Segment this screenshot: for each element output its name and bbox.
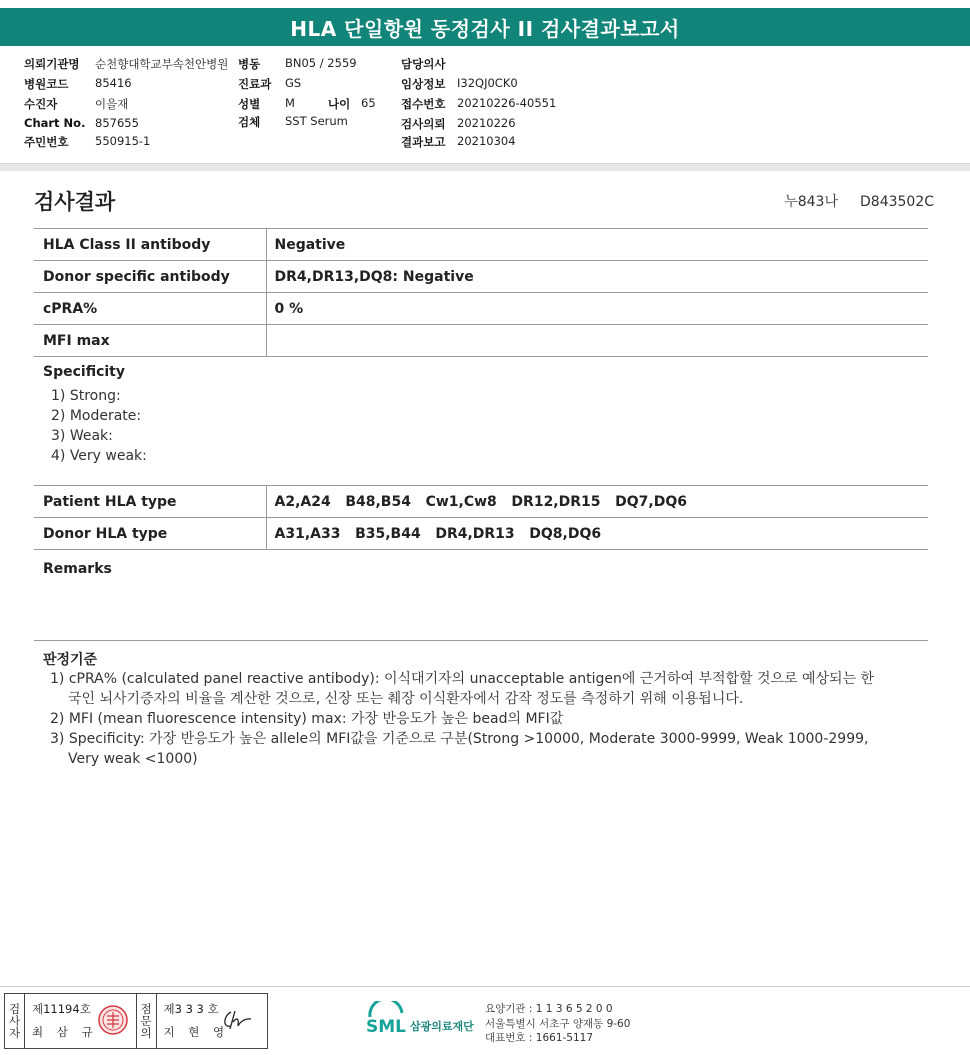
report-title: HLA 단일항원 동정검사 II 검사결과보고서 bbox=[290, 16, 680, 41]
receipt-label: 접수번호 bbox=[401, 97, 446, 111]
report-title-bar bbox=[0, 8, 970, 46]
row-label: Donor HLA type bbox=[34, 518, 266, 550]
row-label: MFI max bbox=[34, 325, 266, 357]
lab-address: 서울특별시 서초구 양재동 9-60 bbox=[485, 1017, 631, 1030]
result-title: 검사결과 bbox=[34, 190, 116, 214]
row-label: Patient HLA type bbox=[34, 486, 266, 518]
row-label: cPRA% bbox=[34, 293, 266, 325]
inspector-cell bbox=[25, 994, 137, 1048]
list-item: 4) Very weak: bbox=[51, 448, 147, 464]
reviewer-name: 지 현 영 bbox=[163, 1025, 230, 1039]
reviewer-license: 제3 3 3 호 bbox=[163, 1002, 219, 1016]
inspector-label-char: 검 bbox=[8, 1002, 21, 1016]
chart-no-value: 857655 bbox=[95, 116, 139, 130]
footer-divider bbox=[0, 986, 970, 987]
reviewer-label-char: 점 bbox=[140, 1002, 152, 1016]
table-row bbox=[34, 518, 928, 550]
result-code-1: 누843나 bbox=[784, 194, 838, 210]
row-value: DR4,DR13,DQ8: Negative bbox=[266, 261, 928, 293]
list-item: 3) Specificity: 가장 반응도가 높은 allele의 MFI값을 기준으로 구분(Strong >10000, Moderate 3000-9999, Weak 1000-2999, Very weak <1000) bbox=[50, 731, 869, 767]
row-value bbox=[266, 325, 928, 357]
reviewer-cell bbox=[157, 994, 268, 1048]
list-item: 3) Weak: bbox=[51, 428, 113, 444]
inspector-label bbox=[5, 994, 25, 1048]
reviewer-label-char: 문 bbox=[140, 1014, 152, 1028]
org-label: 의뢰기관명 bbox=[24, 57, 80, 71]
request-value: 20210226 bbox=[457, 116, 516, 130]
row-value: 0 % bbox=[266, 293, 928, 325]
patient-label: 수진자 bbox=[24, 97, 58, 111]
specimen-value: SST Serum bbox=[285, 114, 348, 128]
section-separator bbox=[0, 163, 970, 171]
divider bbox=[34, 640, 928, 641]
age-label: 나이 bbox=[328, 97, 351, 111]
clinical-value: I32QJ0CK0 bbox=[457, 76, 518, 90]
hosp-code-value: 85416 bbox=[95, 76, 132, 90]
specificity-list bbox=[51, 386, 147, 466]
lab-phone: 대표번호 : 1661-5117 bbox=[485, 1032, 594, 1044]
ward-value: BN05 / 2559 bbox=[285, 56, 357, 70]
row-value: A2,A24 B48,B54 Cw1,Cw8 DR12,DR15 DQ7,DQ6 bbox=[266, 486, 928, 518]
list-item: 1) Strong: bbox=[51, 388, 121, 404]
ward-label: 병동 bbox=[238, 57, 261, 71]
patient-info bbox=[24, 56, 954, 156]
id-no-value: 550915-1 bbox=[95, 134, 151, 148]
age-value: 65 bbox=[361, 96, 376, 110]
result-code-2: D843502C bbox=[860, 194, 934, 210]
inspector-name: 최 삼 규 bbox=[32, 1025, 98, 1039]
patient-value: 이을재 bbox=[95, 97, 129, 111]
hla-type-table bbox=[34, 485, 928, 550]
table-row bbox=[34, 325, 928, 357]
org-value: 순천향대학교부속천안병원 bbox=[95, 57, 229, 71]
sex-value: M bbox=[285, 96, 295, 110]
clinical-label: 임상정보 bbox=[401, 77, 446, 91]
antibody-result-table bbox=[34, 228, 928, 357]
chart-no-label: Chart No. bbox=[24, 116, 86, 130]
table-row bbox=[34, 229, 928, 261]
row-value: Negative bbox=[266, 229, 928, 261]
signature-icon bbox=[221, 1008, 257, 1032]
remarks-label: Remarks bbox=[43, 561, 112, 577]
reviewer-label bbox=[137, 994, 157, 1048]
signature-box bbox=[4, 993, 268, 1049]
table-row bbox=[34, 261, 928, 293]
id-no-label: 주민번호 bbox=[24, 135, 69, 149]
row-value: A31,A33 B35,B44 DR4,DR13 DQ8,DQ6 bbox=[266, 518, 928, 550]
foundation-name: 삼광의료재단 bbox=[410, 1020, 474, 1033]
table-row bbox=[34, 486, 928, 518]
dept-value: GS bbox=[285, 76, 302, 90]
report-date-label: 결과보고 bbox=[401, 135, 446, 149]
svg-text:SML: SML bbox=[366, 1017, 406, 1037]
table-row bbox=[34, 293, 928, 325]
criteria-list bbox=[50, 669, 880, 769]
specimen-label: 검체 bbox=[238, 115, 261, 129]
inspector-label-char: 사 bbox=[8, 1014, 21, 1028]
list-item: 1) cPRA% (calculated panel reactive antibody): 이식대기자의 unacceptable antigen에 근거하여 부적합할 것으로 예상되는 한국인 뇌사기증자의 비율을 계산한 것으로, 신장 또는 췌장 이식환자에서 감작 정도를 측정하기 위해 이용됩니다. bbox=[50, 671, 875, 707]
lab-contact-info bbox=[485, 1002, 630, 1046]
row-label: HLA Class II antibody bbox=[34, 229, 266, 261]
list-item: 2) MFI (mean fluorescence intensity) max: 가장 반응도가 높은 bead의 MFI값 bbox=[50, 711, 564, 727]
care-institution-no: 요양기관 : 1 1 3 6 5 2 0 0 bbox=[485, 1003, 613, 1015]
criteria-title: 판정기준 bbox=[43, 652, 98, 668]
receipt-value: 20210226-40551 bbox=[457, 96, 557, 110]
inspector-license: 제11194호 bbox=[32, 1002, 91, 1016]
specificity-title: Specificity bbox=[43, 364, 125, 380]
inspector-label-char: 자 bbox=[8, 1026, 21, 1040]
dept-label: 진료과 bbox=[238, 77, 272, 91]
doctor-label: 담당의사 bbox=[401, 57, 446, 71]
sex-label: 성별 bbox=[238, 97, 261, 111]
reviewer-label-char: 의 bbox=[140, 1026, 152, 1040]
row-label: Donor specific antibody bbox=[34, 261, 266, 293]
report-date-value: 20210304 bbox=[457, 134, 516, 148]
result-codes bbox=[784, 191, 934, 211]
seal-stamp-icon bbox=[98, 1005, 128, 1035]
hosp-code-label: 병원코드 bbox=[24, 77, 69, 91]
request-label: 검사의뢰 bbox=[401, 117, 446, 131]
list-item: 2) Moderate: bbox=[51, 408, 142, 424]
